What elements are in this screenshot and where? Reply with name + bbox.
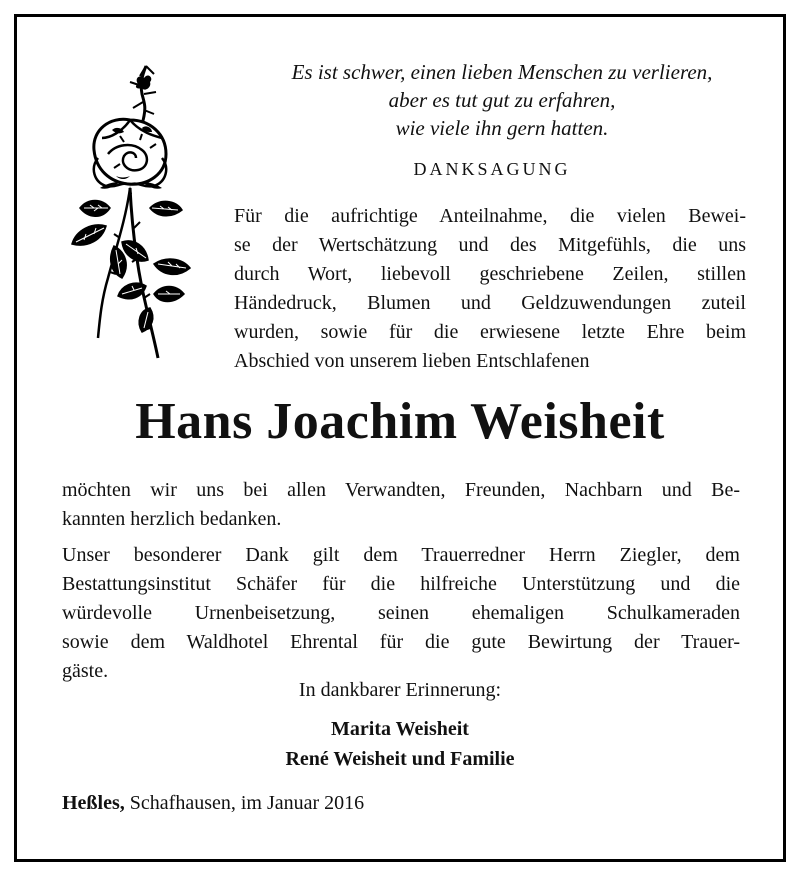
paragraph-line: gäste. xyxy=(62,660,109,682)
quote-line: wie viele ihn gern hatten. xyxy=(395,116,609,140)
paragraph-line: sowie dem Waldhotel Ehrental für die gute Bewirtung der Trauer- xyxy=(62,631,740,653)
thanks-paragraph xyxy=(62,476,740,534)
intro-line: Händedruck, Blumen und Geldzuwendungen zuteil xyxy=(234,292,746,314)
paragraph-line: Unser besonderer Dank gilt dem Trauerredner Herrn Ziegler, dem xyxy=(62,544,740,566)
signers-block xyxy=(0,714,800,774)
signer-name: René Weisheit und Familie xyxy=(285,748,515,770)
signer-name: Marita Weisheit xyxy=(331,718,469,740)
rose-icon xyxy=(50,58,210,363)
intro-line: Abschied von unserem lieben Entschlafenen xyxy=(234,350,590,372)
intro-line: wurden, sowie für die erwiesene letzte Ehre beim xyxy=(234,321,746,343)
place-name: Heßles, xyxy=(62,792,125,814)
intro-paragraph xyxy=(234,202,746,376)
closing-phrase: In dankbarer Erinnerung: xyxy=(298,679,502,701)
paragraph-line: Bestattungsinstitut Schäfer für die hilfreiche Unterstützung und die xyxy=(62,573,740,595)
memorial-quote xyxy=(232,58,772,142)
paragraph-line: möchten wir uns bei allen Verwandten, Freunden, Nachbarn und Be- xyxy=(62,479,740,501)
paragraph-line: kannten herzlich bedanken. xyxy=(62,508,282,530)
paragraph-line: würdevolle Urnenbeisetzung, seinen ehemaligen Schulkameraden xyxy=(62,602,740,624)
special-thanks-paragraph xyxy=(62,541,740,686)
place-date-line xyxy=(62,789,364,817)
deceased-name: Hans Joachim Weisheit xyxy=(135,393,665,450)
quote-line: Es ist schwer, einen lieben Menschen zu verlieren, xyxy=(291,60,713,84)
quote-line: aber es tut gut zu erfahren, xyxy=(388,88,616,112)
intro-line: durch Wort, liebevoll geschriebene Zeilen, stillen xyxy=(234,263,746,285)
intro-line: se der Wertschätzung und des Mitgefühls, die uns xyxy=(234,234,746,256)
place-date-rest: Schafhausen, im Januar 2016 xyxy=(124,792,365,814)
intro-line: Für die aufrichtige Anteilnahme, die vielen Bewei- xyxy=(234,205,746,227)
danksagung-heading: DANKSAGUNG xyxy=(413,159,571,179)
